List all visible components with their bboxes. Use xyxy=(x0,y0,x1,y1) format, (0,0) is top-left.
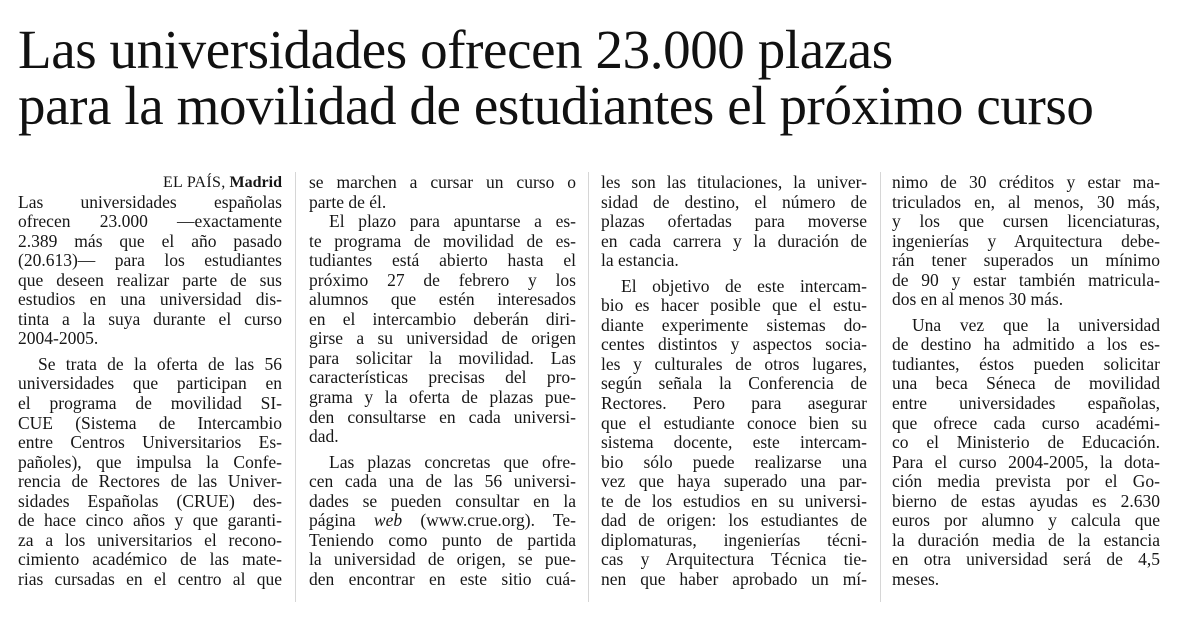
text-line: vez que haya superado una par- xyxy=(601,471,867,492)
paragraph xyxy=(309,173,576,212)
text-line: según señala la Conferencia de xyxy=(601,373,867,394)
headline-line-2: para la movilidad de estudiantes el próximo curso xyxy=(18,75,1094,136)
paragraph xyxy=(601,277,867,590)
text-line: la duración media de la estancia xyxy=(892,529,1160,550)
byline-city: Madrid xyxy=(229,174,282,191)
text-line: de destino ha admitido a los es- xyxy=(892,334,1160,355)
headline-line-1: Las universidades ofrecen 23.000 plazas xyxy=(18,19,893,80)
text-line: nen que haber aprobado un mí- xyxy=(601,568,867,589)
text-line: próximo 27 de febrero y los xyxy=(309,269,576,290)
text-line: universidades que participan en xyxy=(18,373,282,394)
text-line: características precisas del pro- xyxy=(309,367,576,388)
text-line: la universidad de origen, se pue- xyxy=(309,549,576,570)
text-line: Una vez que la universidad xyxy=(912,314,1160,335)
text-line: triculados en, al menos, 30 más, xyxy=(892,191,1160,212)
text-line: rias cursadas en el centro al que xyxy=(18,568,282,589)
text-line: les y culturales de otros lugares, xyxy=(601,353,867,374)
text-line: que el estudiante conoce bien su xyxy=(601,412,867,433)
text-line: que deseen realizar parte de sus xyxy=(18,269,282,290)
text-line: Las universidades españolas xyxy=(18,191,282,212)
byline xyxy=(18,173,282,193)
column-4 xyxy=(892,173,1160,589)
paragraph xyxy=(601,173,867,271)
text-line: te de los estudios en su universi- xyxy=(601,490,867,511)
text-line: 2004-2005. xyxy=(18,328,99,349)
text-line: en cada carrera y la duración de xyxy=(601,230,867,251)
paragraph xyxy=(892,316,1160,590)
text-line: una beca Séneca de movilidad xyxy=(892,373,1160,394)
text-line: el programa de movilidad SI- xyxy=(18,393,282,414)
text-line: den encontrar en este sitio cuá- xyxy=(309,568,576,589)
text-line: de hace cinco años y que garanti- xyxy=(18,510,282,531)
text-line: dos en al menos 30 más. xyxy=(892,289,1064,310)
paragraph xyxy=(892,173,1160,310)
text-line: de 90 y estar también matricula- xyxy=(892,269,1160,290)
byline-publication: EL PAÍS, xyxy=(162,174,226,191)
text-line: les son las titulaciones, la univer- xyxy=(601,172,867,192)
text-line: euros por alumno y calcula que xyxy=(892,510,1160,531)
text-line: bio es hacer posible que el estu- xyxy=(601,295,867,316)
text-line: centes distintos y aspectos socia- xyxy=(601,334,867,355)
headline xyxy=(18,19,1168,136)
text-line: tudiantes está abierto hasta el xyxy=(309,250,576,271)
text-line: dad de origen: los estudiantes de xyxy=(601,510,867,531)
text-line: entre universidades españolas, xyxy=(892,393,1160,414)
paragraph xyxy=(309,453,576,590)
column-1 xyxy=(18,173,282,589)
text-line: pañoles), que impulsa la Confe- xyxy=(18,451,282,472)
paragraph xyxy=(309,212,576,447)
text-line: cen cada una de las 56 universi- xyxy=(309,471,576,492)
text-line: dades se pueden consultar en la xyxy=(309,490,576,511)
text-line: parte de él. xyxy=(309,191,387,212)
column-divider xyxy=(880,172,881,602)
text-line: den consultarse en cada universi- xyxy=(309,406,576,427)
text-line: grama y la oferta de plazas pue- xyxy=(309,387,576,408)
text-line: te programa de movilidad de es- xyxy=(309,230,576,251)
text-line: tudiantes, éstos pueden solicitar xyxy=(892,353,1160,374)
text-line: cas y Arquitectura Técnica tie- xyxy=(601,549,867,570)
text-line: za a los universitarios el recono- xyxy=(18,529,282,550)
column-divider xyxy=(295,172,296,602)
text-line-web xyxy=(309,511,576,531)
text-line: estudios en una universidad dis- xyxy=(18,289,282,310)
text-line: CUE (Sistema de Intercambio xyxy=(18,412,282,433)
text-line: ción media prevista por el Go- xyxy=(892,471,1160,492)
text-line: cimiento académico de las mate- xyxy=(18,549,282,570)
text-line: Se trata de la oferta de las 56 xyxy=(38,353,282,374)
text-line: girse a su universidad de origen xyxy=(309,328,576,349)
text-fragment: página xyxy=(309,510,374,531)
text-line: (20.613)— para los estudiantes xyxy=(18,250,282,271)
text-line: que ofrece cada curso académi- xyxy=(892,412,1160,433)
text-line: sidad de destino, el número de xyxy=(601,191,867,212)
text-line: 2.389 más que el año pasado xyxy=(18,230,282,251)
text-line: bierno de estas ayudas es 2.630 xyxy=(892,490,1160,511)
text-line: Teniendo como punto de partida xyxy=(309,529,576,550)
text-line: se marchen a cursar un curso o xyxy=(309,172,576,192)
text-fragment: (www.crue.org). Te- xyxy=(402,510,576,531)
text-line: en el intercambio deberán diri- xyxy=(309,308,576,329)
paragraph xyxy=(18,193,282,349)
web-italic-word: web xyxy=(373,510,403,531)
text-line: diplomaturas, ingenierías técni- xyxy=(601,529,867,550)
text-line: El plazo para apuntarse a es- xyxy=(329,211,576,232)
text-line: plazas ofertadas para moverse xyxy=(601,211,867,232)
column-divider xyxy=(588,172,589,602)
text-line: ingenierías y Arquitectura debe- xyxy=(892,230,1160,251)
paragraph xyxy=(18,355,282,590)
text-line: para solicitar la movilidad. Las xyxy=(309,347,576,368)
column-2 xyxy=(309,173,576,589)
text-line: co el Ministerio de Educación. xyxy=(892,432,1160,453)
text-line: rán tener superados un mínimo xyxy=(892,250,1160,271)
text-line: y los que cursen licenciaturas, xyxy=(892,211,1160,232)
text-line: la estancia. xyxy=(601,250,679,271)
text-line: Las plazas concretas que ofre- xyxy=(329,451,576,472)
text-line: en otra universidad será de 4,5 xyxy=(892,549,1160,570)
text-line: ofrecen 23.000 —exactamente xyxy=(18,211,282,232)
text-line: tinta a la suya durante el curso xyxy=(18,308,282,329)
text-line: Rectores. Pero para asegurar xyxy=(601,393,867,414)
text-line: entre Centros Universitarios Es- xyxy=(18,432,282,453)
text-line: El objetivo de este intercam- xyxy=(621,275,867,296)
text-line: dad. xyxy=(309,426,339,447)
text-line: diante experimente sistemas do- xyxy=(601,314,867,335)
text-line: alumnos que estén interesados xyxy=(309,289,576,310)
text-line: Para el curso 2004-2005, la dota- xyxy=(892,451,1160,472)
text-line: sistema docente, este intercam- xyxy=(601,432,867,453)
text-line: nimo de 30 créditos y estar ma- xyxy=(892,172,1160,192)
text-line: sidades Españolas (CRUE) des- xyxy=(18,490,282,511)
text-line: meses. xyxy=(892,568,940,589)
text-line: bio sólo puede realizarse una xyxy=(601,451,867,472)
column-3 xyxy=(601,173,867,589)
text-line: rencia de Rectores de las Univer- xyxy=(18,471,282,492)
